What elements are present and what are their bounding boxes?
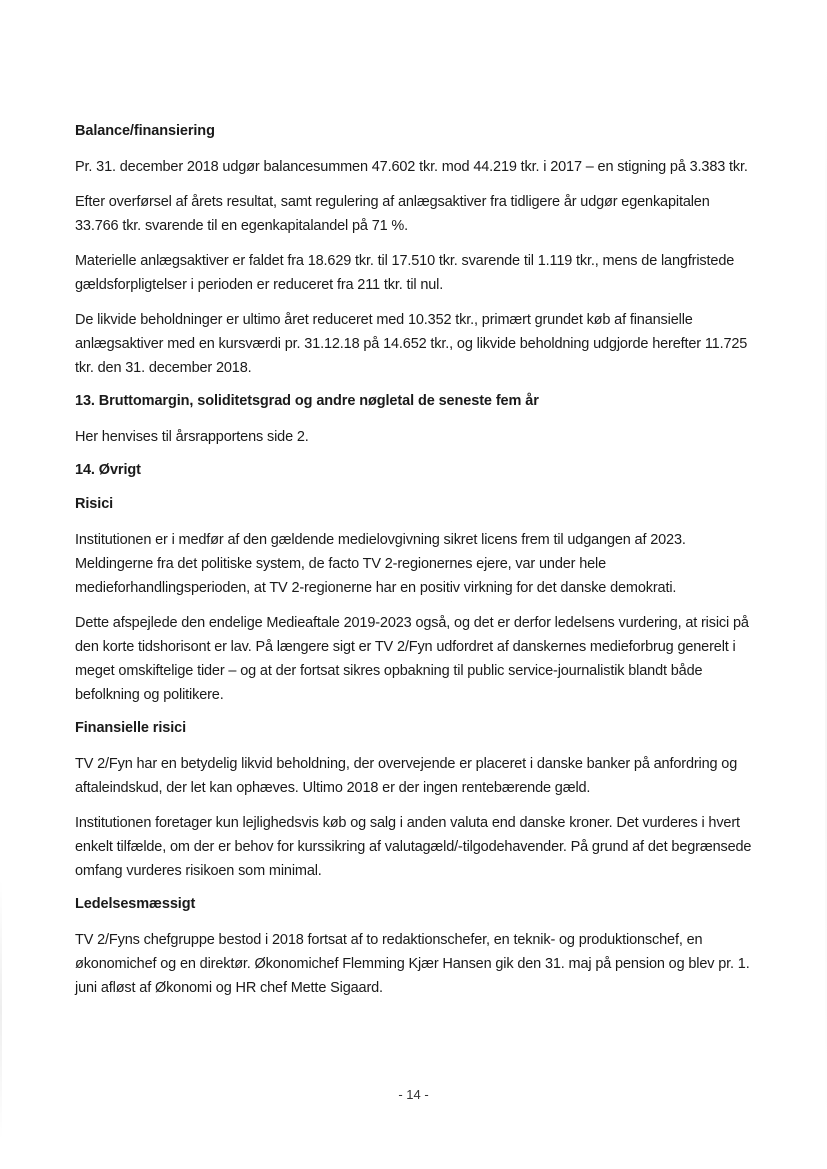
heading-finansielle-risici: Finansielle risici <box>75 720 187 736</box>
heading-section-13: 13. Bruttomargin, soliditetsgrad og andre nøgletal de seneste fem år <box>75 393 539 409</box>
paragraph-materielle-anlaegsaktiver: Materielle anlægsaktiver er faldet fra 18.629 tkr. til 17.510 tkr. svarende til 1.119 tkr., mens de langfristede gældsforpligtelser i perioden er reduceret fra 211 tkr. til nul. <box>75 253 735 293</box>
paragraph-valuta: Institutionen foretager kun lejlighedsvis køb og salg i anden valuta end danske kroner. Det vurderes i hvert enkelt tilfælde, om der er behov for kurssikring af valutagæld/-tilgodehavender. På grund af det begrænsede omfang vurderes risikoen som minimal. <box>75 815 752 879</box>
paragraph-likvide-beholdninger: De likvide beholdninger er ultimo året reduceret med 10.352 tkr., primært grundet køb af finansielle anlægsaktiver med en kursværdi pr. 31.12.18 på 14.652 tkr., og likvide beholdning udgjorde herefter 11.725 tkr. den 31. december 2018. <box>75 312 748 376</box>
scan-edge-shadow-left <box>0 880 2 1140</box>
document-body <box>75 121 755 1011</box>
heading-ledelsesmaessigt: Ledelsesmæssigt <box>75 896 196 912</box>
paragraph-licens: Institutionen er i medfør af den gældende medielovgivning sikret licens frem til udgangen af 2023. Meldingerne fra det politiske system, de facto TV 2-regionernes ejere, var under hele medieforhandlingsperioden, at TV 2-regionerne har en positiv virkning for det danske demokrati. <box>75 532 686 596</box>
heading-section-14: 14. Øvrigt <box>75 462 141 478</box>
paragraph-egenkapital: Efter overførsel af årets resultat, samt regulering af anlægsaktiver fra tidligere år udgør egenkapitalen 33.766 tkr. svarende til en egenkapitalandel på 71 %. <box>75 194 710 234</box>
paragraph-henvisning: Her henvises til årsrapportens side 2. <box>75 429 309 445</box>
paragraph-chefgruppe: TV 2/Fyns chefgruppe bestod i 2018 fortsat af to redaktionschefer, en teknik- og produktionschef, en økonomichef og en direktør. Økonomichef Flemming Kjær Hansen gik den 31. maj på pension og blev pr. 1. juni afløst af Økonomi og HR chef Mette Sigaard. <box>75 932 750 996</box>
paragraph-balancesum: Pr. 31. december 2018 udgør balancesummen 47.602 tkr. mod 44.219 tkr. i 2017 – en stigning på 3.383 tkr. <box>75 159 748 175</box>
page-number: - 14 - <box>398 1087 429 1102</box>
heading-risici: Risici <box>75 496 114 512</box>
heading-balance-finansiering: Balance/finansiering <box>75 123 215 139</box>
paragraph-medieaftale: Dette afspejlede den endelige Medieaftale 2019-2023 også, og det er derfor ledelsens vurdering, at risici på den korte tidshorisont er lav. På længere sigt er TV 2/Fyn udfordret af danskernes medieforbrug generelt i meget omskiftelige tider – og at der fortsat sikres opbakning til public service-journalistik blandt både befolkning og politikere. <box>75 615 749 703</box>
paragraph-likvid-beholdning: TV 2/Fyn har en betydelig likvid beholdning, der overvejende er placeret i danske banker på anfordring og aftaleindskud, der let kan ophæves. Ultimo 2018 er der ingen rentebærende gæld. <box>75 756 738 796</box>
